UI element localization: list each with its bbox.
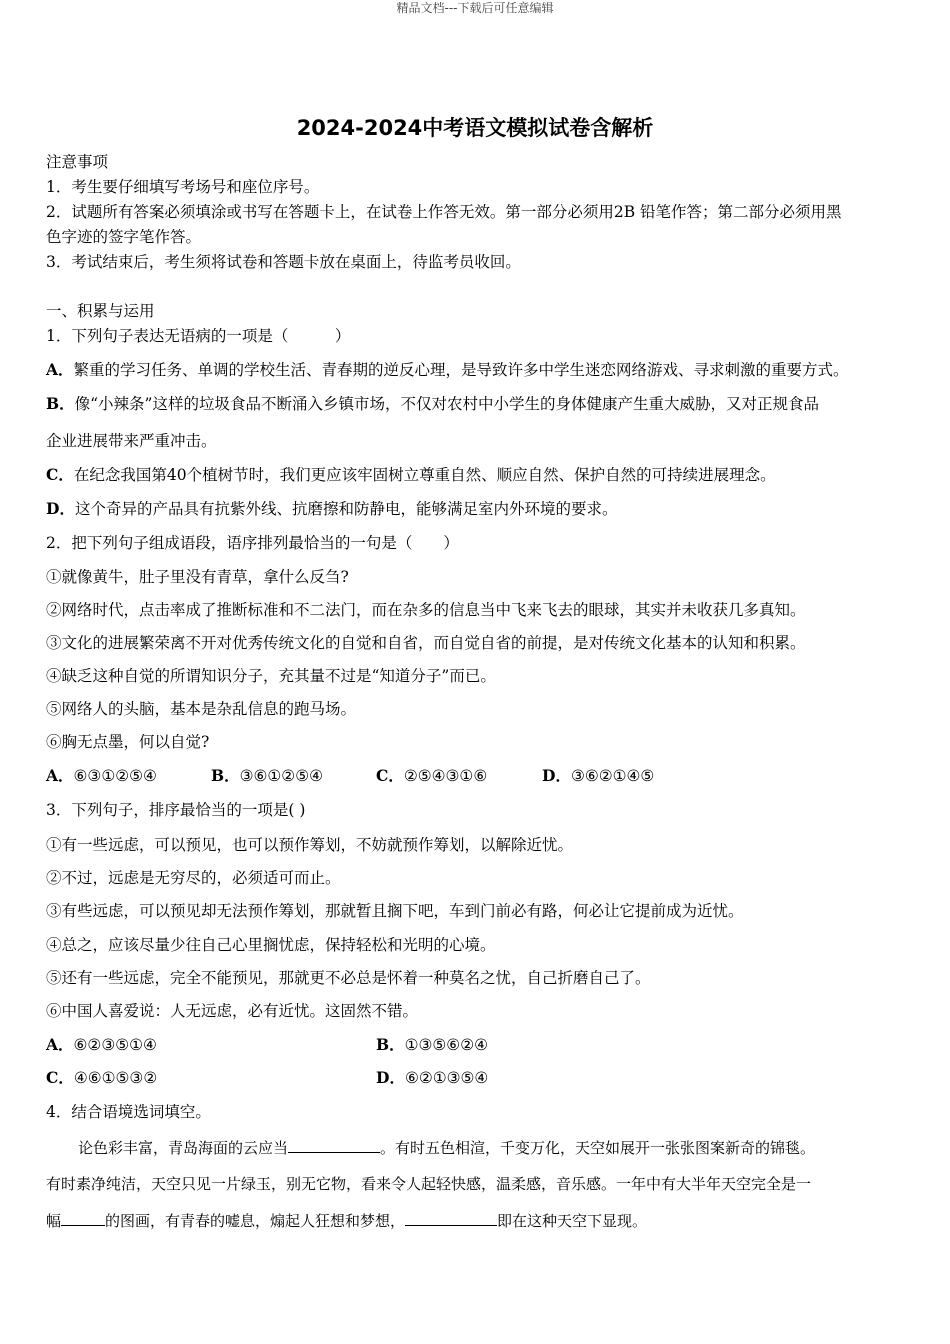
q2-option-d-label: D． [542,766,571,785]
q2-item-5: ⑤网络人的头脑，基本是杂乱信息的跑马场。 [46,700,357,718]
section-heading: 一、积累与运用 [46,302,155,320]
q2-option-c-label: C． [376,766,404,785]
q3-item-3: ③有些远虑，可以预见却无法预作筹划，那就暂且搁下吧，车到门前必有路，何必让它提前成为近忧。 [46,902,744,920]
q3-item-1: ①有一些远虑，可以预见，也可以预作筹划，不妨就预作筹划，以解除近忧。 [46,836,574,854]
notice-item-3: 3．考试结束后，考生须将试卷和答题卡放在桌面上，待监考员收回。 [46,253,521,271]
q1-option-a-label: A． [46,360,74,379]
q4-passage-line-1 [78,1136,908,1160]
page-title: 2024-2024中考语文模拟试卷含解析 [296,116,654,140]
q3-options-row-2 [46,1066,908,1090]
q1-option-c [46,463,908,487]
q2-option-a-label: A． [46,766,74,785]
q2-item-4: ④缺乏这种自觉的所谓知识分子，充其量不过是“知道分子”而已。 [46,667,496,685]
q2-item-3: ③文化的进展繁荣离不开对优秀传统文化的自觉和自省，而自觉自省的前提，是对传统文化基本的认知和积累。 [46,634,806,652]
q1-option-c-label: C． [46,465,74,484]
q1-option-b [46,392,908,416]
q3-option-c-label: C． [46,1068,74,1087]
q2-option-d [542,764,654,788]
q3-option-d-text: ⑥②①③⑤④ [404,1069,489,1087]
q3-option-d-label: D． [376,1068,405,1087]
q1-option-a-text: 繁重的学习任务、单调的学校生活、青春期的逆反心理，是导致许多中学生迷恋网络游戏、寻求刺激的重要方式。 [73,361,849,379]
page-header: 精品文档---下载后可任意编辑 [396,1,554,15]
answer-blank-2[interactable] [61,1211,105,1226]
q4-passage-text: 论色彩丰富，青岛海面的云应当 [78,1139,289,1157]
q3-option-b-text: ①③⑤⑥②④ [404,1036,488,1054]
q3-stem: 3．下列句子，排序最恰当的一项是( ) [46,801,306,819]
answer-blank-3[interactable] [405,1211,497,1226]
q1-option-d-text: 这个奇异的产品具有抗紫外线、抗磨擦和防静电，能够满足室内外环境的要求。 [74,500,618,518]
q3-option-c [46,1066,157,1090]
q4-passage-text: 。有时五色相渲，千变万化，天空如展开一张张图案新奇的锦毯。 [380,1139,816,1157]
notice-item-2: 2．试题所有答案必须填涂或书写在答题卡上，在试卷上作答无效。第一部分必须用2B 铅笔作答；第二部分必须用黑 [46,203,842,221]
q1-option-a [46,358,908,382]
q4-passage-line-3 [46,1209,908,1233]
notice-heading: 注意事项 [46,153,109,171]
q2-option-b-label: B． [211,766,240,785]
q3-options-row-1 [46,1033,908,1057]
q2-item-2: ②网络时代，点击率成了推断标准和不二法门，而在杂多的信息当中飞来飞去的眼球，其实并未收获几多真知。 [46,601,806,619]
q3-option-d [376,1066,488,1090]
notice-item-2-cont: 色字迹的签字笔作答。 [46,228,202,246]
q2-option-b-text: ③⑥①②⑤④ [239,767,323,785]
q2-option-c [376,764,487,788]
q1-option-b-cont: 企业进展带来严重冲击。 [46,432,217,450]
q2-option-b [211,764,323,788]
q3-option-b-label: B． [376,1035,405,1054]
q3-option-b [376,1033,488,1057]
q1-option-b-label: B． [46,394,75,413]
q2-item-1: ①就像黄牛，肚子里没有青草，拿什么反刍? [46,568,349,586]
answer-blank-1[interactable] [288,1138,380,1153]
q4-passage-line-2: 有时素净纯洁，天空只见一片绿玉，别无它物，看来令人起轻快感，温柔感，音乐感。一年中有大半年天空完全是一 [46,1175,812,1193]
q3-option-c-text: ④⑥①⑤③② [73,1069,158,1087]
q4-passage-text: 幅 [46,1212,62,1230]
notice-item-1: 1．考生要仔细填写考场号和座位序号。 [46,178,320,196]
q1-option-c-text: 在纪念我国第40个植树节时，我们更应该牢固树立尊重自然、顺应自然、保护自然的可持续进展理念。 [73,466,776,484]
q2-option-a [46,764,157,788]
q3-option-a [46,1033,157,1057]
q2-options [46,764,908,788]
q2-item-6: ⑥胸无点墨，何以自觉? [46,733,210,751]
q2-option-c-text: ②⑤④③①⑥ [403,767,488,785]
q1-option-d [46,497,908,521]
q4-passage-text: 即在这种天空下显现。 [497,1212,648,1230]
q3-item-6: ⑥中国人喜爱说：人无远虑，必有近忧。这固然不错。 [46,1002,419,1020]
q4-passage-text: 的图画，有青春的嘘息，煽起人狂想和梦想， [105,1212,406,1230]
q4-stem: 4．结合语境选词填空。 [46,1103,211,1121]
q3-item-2: ②不过，远虑是无穷尽的，必须适可而止。 [46,869,341,887]
q2-option-d-text: ③⑥②①④⑤ [570,767,655,785]
q3-item-4: ④总之，应该尽量少往自己心里搁忧虑，保持轻松和光明的心境。 [46,936,496,954]
q1-stem: 1．下列句子表达无语病的一项是（ ） [46,327,351,345]
q3-option-a-label: A． [46,1035,74,1054]
q3-option-a-text: ⑥②③⑤①④ [73,1036,157,1054]
q1-option-b-text: 像“小辣条”这样的垃圾食品不断涌入乡镇市场，不仅对农村中小学生的身体健康产生重大威胁，又对正规食品 [74,395,819,413]
q1-option-d-label: D． [46,499,75,518]
q3-item-5: ⑤还有一些远虑，完全不能预见，那就更不必总是怀着一种莫名之忧，自己折磨自己了。 [46,969,651,987]
q2-stem: 2．把下列句子组成语段，语序排列最恰当的一句是（ ） [46,534,459,552]
q2-option-a-text: ⑥③①②⑤④ [73,767,157,785]
